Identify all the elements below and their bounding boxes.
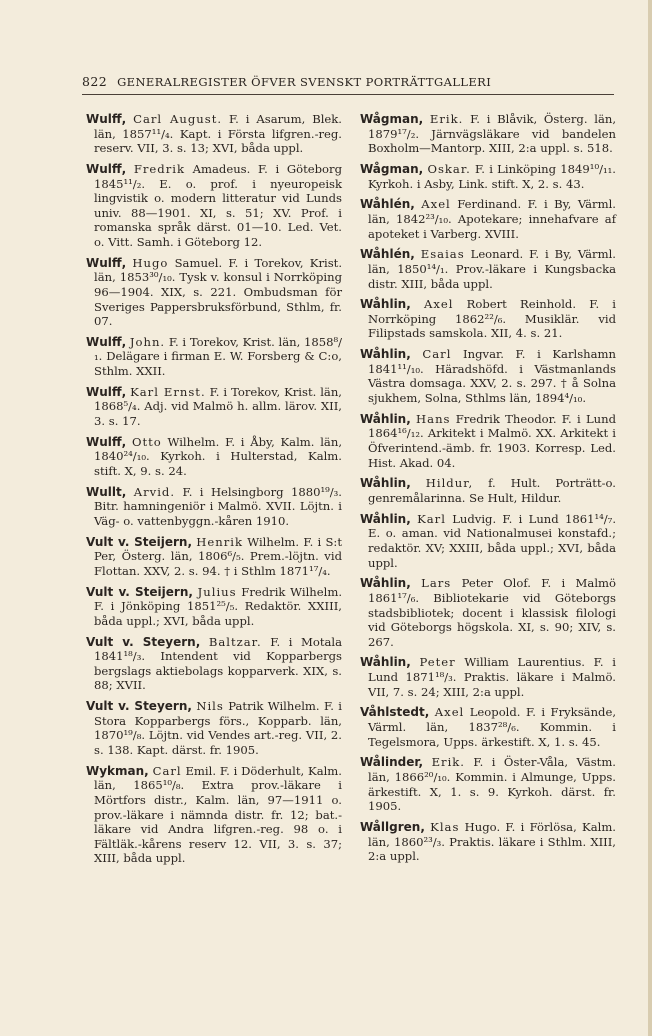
left-column xyxy=(86,112,342,872)
entry-surname: Wålinder, xyxy=(360,755,424,770)
entry-details: F. i Blåvik, Österg. län, 1879¹⁷/₂. Järnvägsläkare vid bandelen Boxholm—Mantorp. XIII, 2:a uppl. s. 518. xyxy=(368,112,617,156)
entry-surname: Wulff, xyxy=(86,384,127,399)
entry-given-name: Axel xyxy=(423,297,454,312)
entry-given-name: Carl August. xyxy=(133,112,223,126)
entry-details: Emil. F. i Döderhult, Kalm. län, 1865¹⁰/₈. Extra prov.-läkare i Mörtfors distr., Kalm. län, 97—1911 o. prov.-läkare i nämnda distr. fr. 12; bat.-läkare vid Andra lifgren.-reg. 98 o. i Fältläk.-kårens reserv 12. VII, 3. s. 37; XIII, båda uppl. xyxy=(94,763,342,866)
right-column xyxy=(360,112,616,870)
entry-details: Hugo. F. i Förlösa, Kalm. län, 1860²³/₃. Praktis. läkare i Sthlm. XIII, 2:a uppl. xyxy=(368,819,616,864)
entry-surname: Wåhlin, xyxy=(360,576,411,591)
entry-details: Patrik Wilhelm. F. i Stora Kopparbergs förs., Kopparb. län, 1870¹⁹/₈. Löjtn. vid Vendes art.-reg. VII, 2. s. 138. Kapt. därst. fr. 1905. xyxy=(94,699,343,758)
entry-details: f. Hult. Porträtt-o. genremålarinna. Se Hult, Hildur. xyxy=(368,476,616,505)
register-entry xyxy=(360,512,616,570)
entry-surname: Våhlstedt, xyxy=(360,705,430,720)
register-entry xyxy=(86,112,342,156)
entry-surname: Vult v. Steyern, xyxy=(86,634,201,649)
entry-surname: Wykman, xyxy=(86,763,149,778)
entry-given-name: John. xyxy=(129,334,166,349)
page-header xyxy=(82,74,614,89)
entry-surname: Wåhlin, xyxy=(360,511,411,526)
page-edge xyxy=(648,0,652,1036)
entry-details: F. i Motala 1841¹⁸/₃. Intendent vid Kopparbergs bergslags aktiebolags kopparverk. XIX, s. 88; XVII. xyxy=(94,634,343,693)
entry-surname: Vult v. Steijern, xyxy=(86,584,193,599)
entry-given-name: Nils xyxy=(196,699,224,714)
entry-details: Ingvar. F. i Karlshamn 1841¹¹/₁₀. Häradshöfd. i Västmanlands Västra domsaga. XXV, 2. s. 297. † å Solna sjukhem, Solna, Sthlms län, 1894⁴/₁₀. xyxy=(368,347,616,406)
entry-surname: Wåhlén, xyxy=(360,247,415,262)
entry-details: Samuel. F. i Torekov, Krist. län, 1853³⁰/₁₀. Tysk v. konsul i Norrköping 96—1904. XIX, s. 221. Ombudsman för Sveriges Pappersbruksförbund, Sthlm, fr. 07. xyxy=(94,255,342,329)
entry-details: F. i Torekov, Krist. län, 1858⁸/₁. Delägare i firman E. W. Forsberg & C:o, Sthlm. XXII. xyxy=(94,334,343,379)
entry-surname: Wågman, xyxy=(360,112,424,126)
entry-surname: Wåhlin, xyxy=(360,411,411,426)
entry-given-name: Hildur, xyxy=(425,476,474,491)
entry-surname: Wåhlin, xyxy=(360,297,411,312)
entry-details: F. i Öster-Våla, Västm. län, 1866²⁰/₁₀. Kommin. i Almunge, Upps. ärkestift. X, 1. s. 9. Kyrkoh. därst. fr. 1905. xyxy=(368,755,616,814)
entry-given-name: Julius xyxy=(197,584,237,599)
entry-details: Ferdinand. F. i By, Värml. län, 1842²³/₁₀. Apotekare; innehafvare af apoteket i Varberg. XVIII. xyxy=(368,197,616,241)
entry-given-name: Karl Ernst. xyxy=(130,384,206,399)
entry-details: F. i Torekov, Krist. län, 1868⁵/₄. Adj. vid Malmö h. allm. lärov. XII, 3. s. 17. xyxy=(94,384,342,429)
entry-surname: Wullt, xyxy=(86,484,127,499)
entry-given-name: Oskar. xyxy=(427,161,471,176)
page-number: 822 xyxy=(82,74,108,89)
header-rule xyxy=(82,94,614,95)
entry-surname: Wåhlén, xyxy=(360,197,415,212)
register-entry xyxy=(86,385,342,429)
entry-given-name: Axel xyxy=(434,705,465,720)
entry-surname: Wåhlin, xyxy=(360,347,411,362)
entry-given-name: Fredrik xyxy=(133,161,185,176)
register-entry xyxy=(360,576,616,649)
register-entry xyxy=(360,347,616,405)
entry-surname: Wulff, xyxy=(86,161,127,176)
entry-details: William Laurentius. F. i Lund 1871¹⁸/₃. Praktis. läkare i Malmö. VII, 7. s. 24; XIII, 2:a uppl. xyxy=(368,655,616,699)
entry-given-name: Otto xyxy=(131,434,162,449)
entry-surname: Wåhlin, xyxy=(360,476,411,491)
entry-details: Wilhelm. F. i S:t Per, Österg. län, 1806⁶/₅. Prem.-löjtn. vid Flottan. XXV, 2. s. 94. † i Sthlm 1871¹⁷/₄. xyxy=(94,534,342,578)
entry-surname: Wållgren, xyxy=(360,819,425,834)
entry-details: Wilhelm. F. i Åby, Kalm. län, 1840²⁴/₁₀. Kyrkoh. i Hulterstad, Kalm. stift. X, 9. s. 24. xyxy=(94,434,342,478)
entry-given-name: Erik. xyxy=(431,755,465,770)
entry-given-name: Klas xyxy=(430,819,460,834)
entry-details: F. i Helsingborg 1880¹⁹/₃. Bitr. hamningeniör i Malmö. XVII. Löjtn. i Väg- o. vattenbyggn.-kåren 1910. xyxy=(94,484,342,528)
register-entry xyxy=(86,535,342,579)
register-entry xyxy=(86,335,342,379)
entry-given-name: Esaias xyxy=(420,247,465,262)
register-entry xyxy=(86,162,342,250)
entry-surname: Wulff, xyxy=(86,255,127,270)
register-entry xyxy=(360,820,616,864)
entry-details: Robert Reinhold. F. i Norrköping 1862²²/₆. Musiklär. vid Filipstads samskola. XII, 4. s. 21. xyxy=(368,297,617,341)
entry-given-name: Arvid. xyxy=(133,484,176,499)
entry-details: Peter Olof. F. i Malmö 1861¹⁷/₆. Bibliotekarie vid Göteborgs stadsbibliotek; docent i klassisk filologi vid Göteborgs högskola. XI, s. 90; XIV, s. 267. xyxy=(368,576,616,649)
entry-given-name: Erik. xyxy=(429,112,464,126)
page-title: GENERALREGISTER ÖFVER SVENSKT PORTRÄTTGALLERI xyxy=(117,75,492,89)
register-entry xyxy=(360,162,616,191)
register-entry xyxy=(360,112,616,156)
register-entry xyxy=(86,435,342,479)
entry-surname: Wulff, xyxy=(86,434,127,449)
entry-given-name: Carl xyxy=(152,763,182,778)
entry-surname: Vult v. Steyern, xyxy=(86,699,192,714)
entry-details: F. i Linköping 1849¹⁰/₁₁. Kyrkoh. i Asby, Link. stift. X, 2. s. 43. xyxy=(368,161,616,191)
entry-given-name: Baltzar. xyxy=(208,634,262,649)
entry-surname: Wåhlin, xyxy=(360,655,411,670)
register-entry xyxy=(360,476,616,505)
entry-surname: Wågman, xyxy=(360,161,424,176)
entry-given-name: Axel xyxy=(421,197,451,212)
register-entry xyxy=(86,256,342,329)
entry-details: Ludvig. F. i Lund 1861¹⁴/₇. E. o. aman. vid Nationalmusei konstafd.; redaktör. XV; XXIII, båda uppl.; XVI, båda uppl. xyxy=(368,511,617,570)
entry-surname: Vult v. Steijern, xyxy=(86,534,193,549)
entry-details: Leonard. F. i By, Värml. län, 1850¹⁴/₁. Prov.-läkare i Kungsbacka distr. XIII, båda uppl. xyxy=(368,247,616,291)
register-entry xyxy=(360,297,616,341)
entry-details: Fredrik Theodor. F. i Lund 1864¹⁶/₁₂. Arkitekt i Malmö. XX. Arkitekt i Öfverintend.-ämb. fr. 1903. Korresp. Led. Hist. Akad. 04. xyxy=(368,411,617,470)
entry-given-name: Henrik xyxy=(196,534,244,549)
entry-details: F. i Asarum, Blek. län, 1857¹¹/₄. Kapt. i Första lifgren.-reg. reserv. VII, 3. s. 13; XVI, båda uppl. xyxy=(94,112,342,156)
register-entry xyxy=(86,585,342,629)
register-entry xyxy=(360,655,616,699)
entry-given-name: Karl xyxy=(417,511,446,526)
entry-given-name: Lars xyxy=(421,576,452,591)
entry-details: Fredrik Wilhelm. F. i Jönköping 1851²⁵/₅. Redaktör. XXIII, båda uppl.; XVI, båda uppl. xyxy=(94,584,342,628)
register-entry xyxy=(86,635,342,693)
register-entry xyxy=(360,412,616,470)
entry-given-name: Carl xyxy=(422,347,452,362)
register-entry xyxy=(86,764,342,866)
entry-given-name: Hans xyxy=(416,411,451,426)
register-entry xyxy=(86,485,342,529)
entry-given-name: Hugo xyxy=(132,255,169,270)
entry-given-name: Peter xyxy=(419,655,456,670)
entry-details: Amadeus. F. i Göteborg 1845¹¹/₂. E. o. prof. i nyeuropeisk lingvistik o. modern litteratur vid Lunds univ. 88—1901. XI, s. 51; XV. Prof. i romanska språk därst. 01—10. Led. Vet. o. Vitt. Samh. i Göteborg 12. xyxy=(94,161,342,249)
entry-details: Leopold. F. i Fryksände, Värml. län, 1837²⁸/₆. Kommin. i Tegelsmora, Upps. ärkestift. X, 1. s. 45. xyxy=(368,705,617,749)
register-entry xyxy=(360,755,616,813)
entry-surname: Wulff, xyxy=(86,112,127,126)
register-entry xyxy=(360,247,616,291)
entry-surname: Wulff, xyxy=(86,334,127,349)
register-entry xyxy=(86,699,342,757)
register-entry xyxy=(360,197,616,241)
register-entry xyxy=(360,705,616,749)
